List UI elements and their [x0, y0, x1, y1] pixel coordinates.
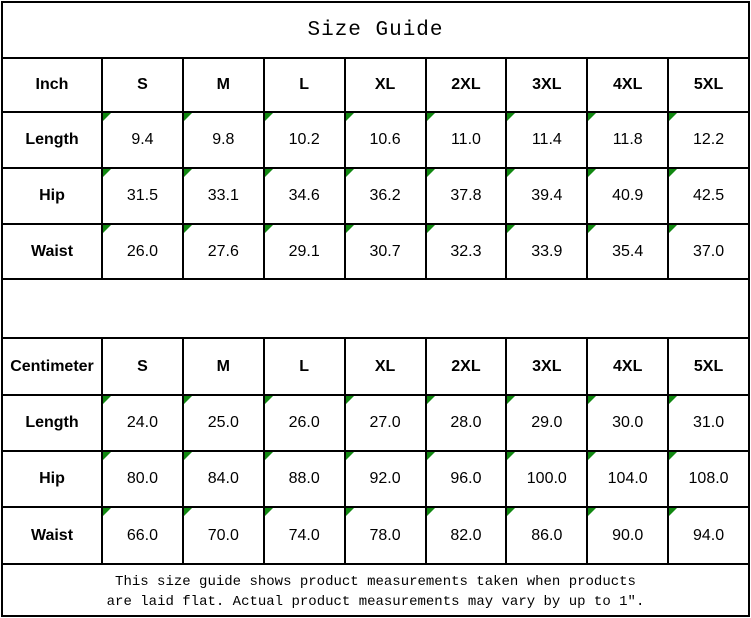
size-value-cell: 26.0	[264, 395, 345, 451]
green-corner-marker-icon	[103, 452, 111, 460]
green-corner-marker-icon	[427, 396, 435, 404]
size-value-cell: 30.7	[345, 224, 426, 279]
green-corner-marker-icon	[669, 508, 677, 516]
green-corner-marker-icon	[184, 396, 192, 404]
size-value-cell: 31.5	[102, 168, 183, 224]
green-corner-marker-icon	[669, 169, 677, 177]
green-corner-marker-icon	[669, 225, 677, 233]
size-header-cell: 4XL	[587, 338, 668, 395]
green-corner-marker-icon	[265, 113, 273, 121]
size-value-cell: 66.0	[102, 507, 183, 564]
size-header-cell: XL	[345, 338, 426, 395]
size-value-cell: 35.4	[587, 224, 668, 279]
size-value-cell: 84.0	[183, 451, 264, 507]
green-corner-marker-icon	[588, 225, 596, 233]
green-corner-marker-icon	[427, 452, 435, 460]
size-value-cell: 70.0	[183, 507, 264, 564]
size-value-cell: 27.6	[183, 224, 264, 279]
size-value-cell: 88.0	[264, 451, 345, 507]
green-corner-marker-icon	[427, 225, 435, 233]
inch-header-row	[2, 58, 749, 112]
size-value-cell: 31.0	[668, 395, 749, 451]
spacer-row	[2, 279, 749, 338]
green-corner-marker-icon	[103, 508, 111, 516]
size-value-cell: 96.0	[426, 451, 507, 507]
size-value-cell: 92.0	[345, 451, 426, 507]
size-header-cell: 2XL	[426, 58, 507, 112]
size-value-cell: 9.8	[183, 112, 264, 168]
measure-label-cell: Hip	[2, 168, 102, 224]
green-corner-marker-icon	[103, 225, 111, 233]
size-value-cell: 11.4	[506, 112, 587, 168]
green-corner-marker-icon	[669, 396, 677, 404]
size-header-cell: XL	[345, 58, 426, 112]
unit-header-cell-inch: Inch	[2, 58, 102, 112]
size-value-cell: 11.0	[426, 112, 507, 168]
footer-note	[2, 564, 749, 616]
size-value-cell: 29.1	[264, 224, 345, 279]
size-guide-table	[1, 1, 750, 617]
size-value-cell: 24.0	[102, 395, 183, 451]
inch-waist-row	[2, 224, 749, 279]
green-corner-marker-icon	[427, 113, 435, 121]
size-header-cell: S	[102, 58, 183, 112]
green-corner-marker-icon	[588, 396, 596, 404]
green-corner-marker-icon	[103, 113, 111, 121]
cm-waist-row	[2, 507, 749, 564]
measure-label-cell: Waist	[2, 507, 102, 564]
green-corner-marker-icon	[265, 169, 273, 177]
size-value-cell: 30.0	[587, 395, 668, 451]
green-corner-marker-icon	[346, 113, 354, 121]
inch-length-row	[2, 112, 749, 168]
size-header-cell: M	[183, 338, 264, 395]
title-row	[2, 2, 749, 58]
green-corner-marker-icon	[346, 508, 354, 516]
size-value-cell: 100.0	[506, 451, 587, 507]
measure-label-cell: Length	[2, 112, 102, 168]
size-value-cell: 108.0	[668, 451, 749, 507]
unit-header-cell-cm: Centimeter	[2, 338, 102, 395]
size-header-cell: 5XL	[668, 58, 749, 112]
green-corner-marker-icon	[265, 452, 273, 460]
green-corner-marker-icon	[184, 508, 192, 516]
size-value-cell: 10.2	[264, 112, 345, 168]
size-header-cell: 3XL	[506, 58, 587, 112]
green-corner-marker-icon	[507, 225, 515, 233]
size-value-cell: 11.8	[587, 112, 668, 168]
size-value-cell: 29.0	[506, 395, 587, 451]
inch-hip-row	[2, 168, 749, 224]
size-value-cell: 32.3	[426, 224, 507, 279]
size-value-cell: 33.1	[183, 168, 264, 224]
green-corner-marker-icon	[507, 113, 515, 121]
size-value-cell: 37.8	[426, 168, 507, 224]
size-value-cell: 28.0	[426, 395, 507, 451]
size-value-cell: 27.0	[345, 395, 426, 451]
green-corner-marker-icon	[588, 169, 596, 177]
green-corner-marker-icon	[184, 113, 192, 121]
size-value-cell: 26.0	[102, 224, 183, 279]
footer-row	[2, 564, 749, 616]
green-corner-marker-icon	[427, 508, 435, 516]
size-value-cell: 36.2	[345, 168, 426, 224]
green-corner-marker-icon	[346, 169, 354, 177]
size-header-cell: L	[264, 338, 345, 395]
measure-label-cell: Hip	[2, 451, 102, 507]
size-value-cell: 39.4	[506, 168, 587, 224]
size-guide-title: Size Guide	[2, 2, 749, 58]
cm-length-row	[2, 395, 749, 451]
size-value-cell: 74.0	[264, 507, 345, 564]
cm-hip-row	[2, 451, 749, 507]
measure-label-cell: Waist	[2, 224, 102, 279]
green-corner-marker-icon	[346, 452, 354, 460]
size-header-cell: 4XL	[587, 58, 668, 112]
size-value-cell: 34.6	[264, 168, 345, 224]
size-value-cell: 33.9	[506, 224, 587, 279]
green-corner-marker-icon	[507, 508, 515, 516]
footer-note-line2: are laid flat. Actual product measurements may vary by up to 1″.	[106, 594, 645, 610]
green-corner-marker-icon	[265, 396, 273, 404]
measure-label-cell: Length	[2, 395, 102, 451]
size-header-cell: 5XL	[668, 338, 749, 395]
cm-header-row	[2, 338, 749, 395]
size-value-cell: 104.0	[587, 451, 668, 507]
size-header-cell: S	[102, 338, 183, 395]
green-corner-marker-icon	[265, 225, 273, 233]
size-value-cell: 90.0	[587, 507, 668, 564]
size-value-cell: 9.4	[102, 112, 183, 168]
green-corner-marker-icon	[507, 169, 515, 177]
size-value-cell: 94.0	[668, 507, 749, 564]
green-corner-marker-icon	[669, 113, 677, 121]
green-corner-marker-icon	[103, 169, 111, 177]
green-corner-marker-icon	[588, 452, 596, 460]
green-corner-marker-icon	[184, 225, 192, 233]
size-value-cell: 25.0	[183, 395, 264, 451]
size-header-cell: M	[183, 58, 264, 112]
size-value-cell: 80.0	[102, 451, 183, 507]
green-corner-marker-icon	[588, 113, 596, 121]
size-value-cell: 86.0	[506, 507, 587, 564]
size-value-cell: 37.0	[668, 224, 749, 279]
footer-note-line1: This size guide shows product measurements taken when products	[115, 574, 636, 590]
size-value-cell: 12.2	[668, 112, 749, 168]
size-value-cell: 42.5	[668, 168, 749, 224]
green-corner-marker-icon	[346, 396, 354, 404]
green-corner-marker-icon	[507, 396, 515, 404]
size-value-cell: 82.0	[426, 507, 507, 564]
green-corner-marker-icon	[588, 508, 596, 516]
green-corner-marker-icon	[265, 508, 273, 516]
size-header-cell: 3XL	[506, 338, 587, 395]
green-corner-marker-icon	[103, 396, 111, 404]
green-corner-marker-icon	[669, 452, 677, 460]
spacer-cell	[2, 279, 749, 338]
size-value-cell: 78.0	[345, 507, 426, 564]
size-header-cell: 2XL	[426, 338, 507, 395]
green-corner-marker-icon	[184, 452, 192, 460]
green-corner-marker-icon	[507, 452, 515, 460]
size-header-cell: L	[264, 58, 345, 112]
green-corner-marker-icon	[346, 225, 354, 233]
size-value-cell: 40.9	[587, 168, 668, 224]
size-value-cell: 10.6	[345, 112, 426, 168]
green-corner-marker-icon	[427, 169, 435, 177]
green-corner-marker-icon	[184, 169, 192, 177]
